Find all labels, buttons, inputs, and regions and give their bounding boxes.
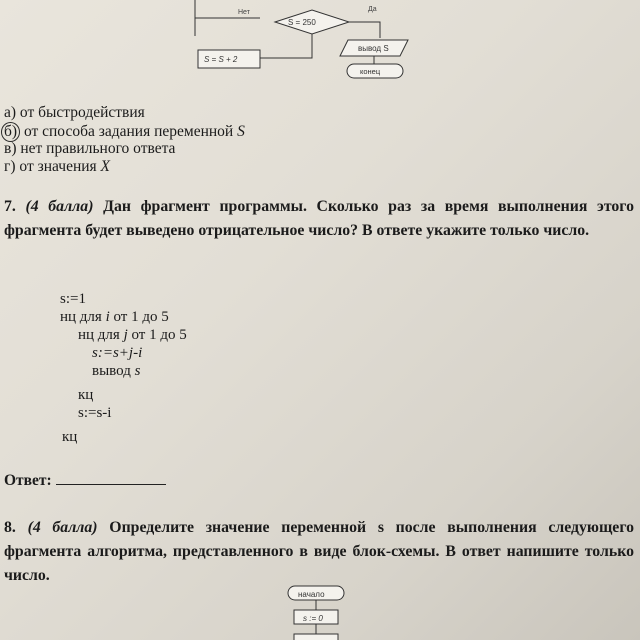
code-line-3-range: от 1 до 5	[131, 327, 187, 343]
question-8-text: Определите значение переменной s после выполнения следующего фрагмента алгоритма, представленного в виде блок-схемы. В ответ напишите только число.	[4, 519, 634, 584]
question-7	[4, 195, 634, 243]
option-d	[4, 158, 110, 176]
question-7-text: Дан фрагмент программы. Сколько раз за время выполнения этого фрагмента будет выведено отрицательное число? В ответе укажите только число.	[4, 198, 634, 239]
code-line-5-var: s	[134, 363, 141, 379]
answer-field[interactable]	[4, 470, 166, 490]
question-7-number: 7.	[4, 198, 16, 215]
code-line-2-range: от 1 до 5	[113, 309, 169, 325]
process-text: S = S + 2	[204, 55, 238, 64]
code-line-6: кц	[78, 387, 94, 403]
no-label: Нет	[238, 9, 250, 16]
option-d-var: X	[100, 158, 111, 175]
code-line-3	[78, 326, 187, 344]
code-line-2-var: i	[105, 309, 110, 325]
question-8-points: (4 балла)	[27, 519, 98, 536]
code-line-2-keyword: нц для	[60, 309, 102, 325]
question-8-number: 8.	[4, 519, 16, 536]
assign-text: s := 0	[303, 614, 323, 623]
option-b-text: от способа задания переменной	[23, 123, 234, 140]
code-line-8: кц	[62, 429, 78, 445]
code-line-7: s:=s-i	[78, 405, 112, 421]
code-line-4: s:=s+j-i	[92, 345, 143, 361]
output-text: вывод S	[358, 44, 389, 53]
code-line-3-keyword: нц для	[78, 327, 120, 343]
option-b	[4, 122, 245, 142]
question-8	[4, 516, 634, 588]
option-d-text: от значения	[19, 158, 97, 175]
answer-label: Ответ:	[4, 472, 52, 489]
option-c-text: нет правильного ответа	[20, 140, 176, 157]
option-b-var: S	[237, 123, 245, 140]
code-line-5-keyword: вывод	[92, 363, 131, 379]
question-7-points: (4 балла)	[25, 198, 94, 215]
process-link-line	[260, 34, 312, 58]
option-b-prefix: б)	[1, 122, 20, 142]
code-line-2	[60, 308, 169, 326]
next-box	[294, 634, 338, 640]
yes-label: Да	[368, 6, 377, 13]
option-c	[4, 140, 175, 158]
code-line-5	[92, 362, 140, 380]
condition-text: S = 250	[288, 18, 316, 27]
code-line-3-var: j	[123, 327, 128, 343]
end-text: конец	[360, 67, 381, 76]
option-a	[4, 104, 145, 122]
flowchart-top	[0, 0, 640, 90]
option-a-text: от быстродействия	[19, 104, 145, 121]
yes-branch-line	[349, 22, 380, 38]
answer-blank-line[interactable]	[56, 470, 166, 485]
code-line-1: s:=1	[60, 291, 86, 307]
option-a-prefix: а)	[4, 104, 17, 121]
start-text: начало	[298, 590, 325, 599]
flowchart-bottom	[0, 580, 640, 640]
option-d-prefix: г)	[4, 158, 16, 175]
option-c-prefix: в)	[4, 140, 17, 157]
